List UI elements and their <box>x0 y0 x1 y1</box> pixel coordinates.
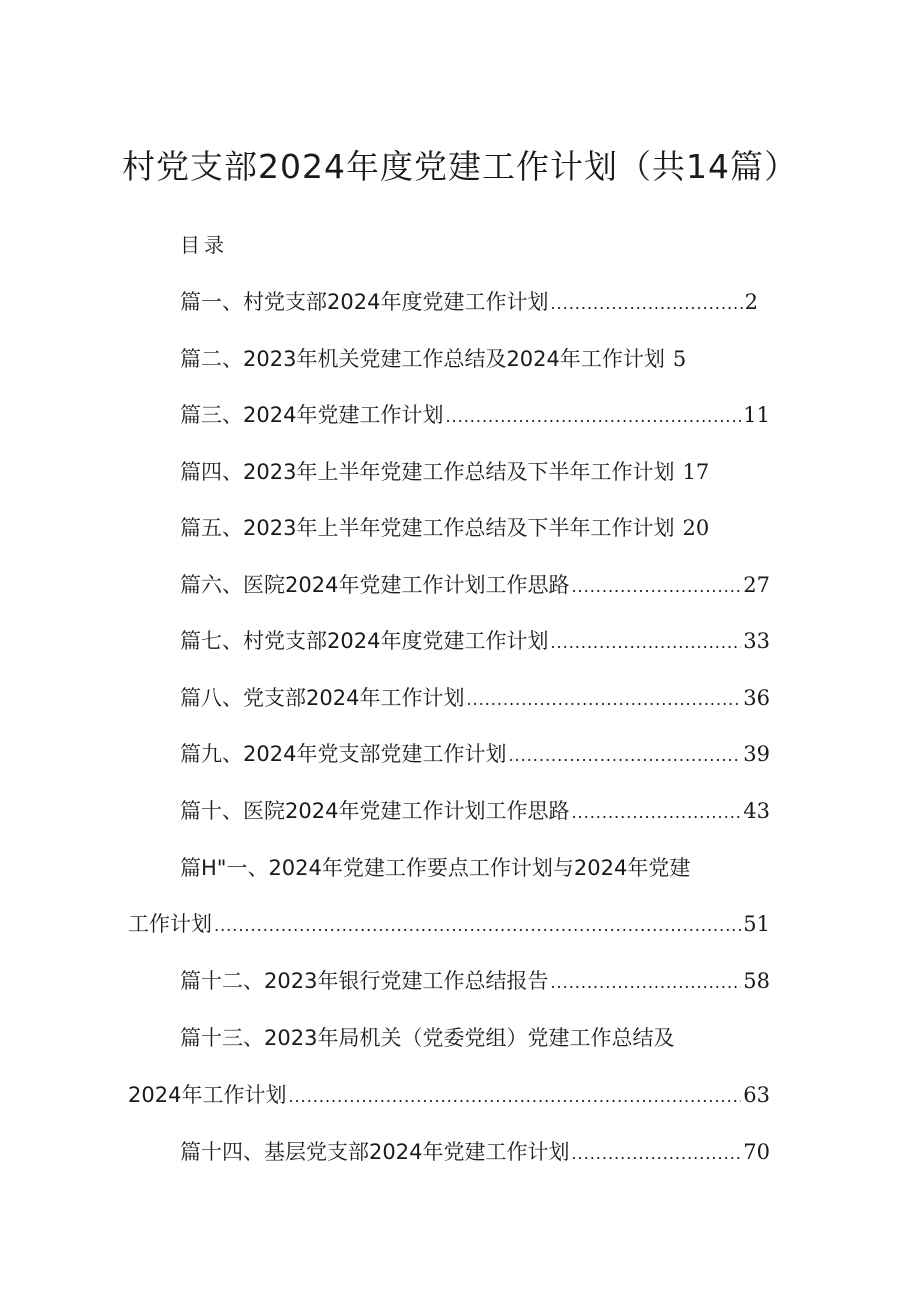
toc-leader <box>550 627 741 659</box>
toc-leader <box>550 967 741 999</box>
toc-entry-title: 篇五、2023年上半年党建工作总结及下半年工作计划 <box>180 516 675 540</box>
toc-entry-title: 篇十二、2023年银行党建工作总结报告 <box>180 969 549 993</box>
toc-leader <box>508 740 741 772</box>
toc-leader <box>571 797 741 829</box>
toc-entry-9[interactable] <box>180 738 770 772</box>
toc-entry-page: 58 <box>743 969 770 993</box>
toc-entry-page: 43 <box>743 799 770 823</box>
toc-entry-page: 33 <box>743 629 770 653</box>
toc-entry-title: 篇H"一、2024年党建工作要点工作计划与2024年党建 <box>180 856 691 880</box>
toc-entry-title: 篇四、2023年上半年党建工作总结及下半年工作计划 <box>180 460 675 484</box>
toc-entry-12[interactable] <box>180 965 770 999</box>
document-title: 村党支部2024年度党建工作计划（共14篇） <box>122 147 798 186</box>
toc-entry-7[interactable] <box>180 625 770 659</box>
toc-entry-1[interactable] <box>180 286 758 320</box>
toc-entry-5[interactable] <box>180 512 820 544</box>
toc-entry-4[interactable] <box>180 456 820 488</box>
toc-leader <box>571 1138 741 1170</box>
toc-entry-3[interactable] <box>180 399 770 433</box>
toc-leader <box>550 288 742 320</box>
toc-entry-6[interactable] <box>180 569 770 603</box>
toc-leader <box>466 684 741 716</box>
toc-entry-2[interactable] <box>180 343 780 375</box>
toc-entry-page: 11 <box>743 403 770 427</box>
toc-entry-title: 篇八、党支部2024年工作计划 <box>180 686 465 710</box>
toc-entry-title: 篇六、医院2024年党建工作计划工作思路 <box>180 573 570 597</box>
toc-entry-11-continuation[interactable] <box>128 908 770 942</box>
toc-entry-page: 63 <box>743 1083 770 1107</box>
toc-entry-title: 篇十、医院2024年党建工作计划工作思路 <box>180 799 570 823</box>
toc-entry-title: 篇三、2024年党建工作计划 <box>180 403 444 427</box>
toc-entry-title: 篇七、村党支部2024年度党建工作计划 <box>180 629 549 653</box>
toc-entry-10[interactable] <box>180 795 770 829</box>
toc-entry-page: 17 <box>682 460 710 484</box>
toc-entry-page: 70 <box>743 1140 770 1164</box>
toc-entry-13-continuation[interactable] <box>128 1079 770 1113</box>
toc-leader <box>445 401 741 433</box>
toc-leader <box>214 910 741 942</box>
toc-entry-14[interactable] <box>180 1136 770 1170</box>
toc-entry-8[interactable] <box>180 682 770 716</box>
toc-entry-page: 20 <box>682 516 710 540</box>
toc-entry-title: 篇九、2024年党支部党建工作计划 <box>180 742 507 766</box>
toc-entry-title-continuation: 2024年工作计划 <box>128 1083 287 1107</box>
toc-entry-title-continuation: 工作计划 <box>128 912 212 936</box>
toc-entry-title: 篇一、村党支部2024年度党建工作计划 <box>180 290 549 314</box>
toc-entry-title: 篇十四、基层党支部2024年党建工作计划 <box>180 1140 570 1164</box>
toc-heading: 目录 <box>180 233 228 257</box>
toc-entry-page: 39 <box>743 742 770 766</box>
toc-entry-page: 51 <box>743 912 770 936</box>
toc-entry-13[interactable] <box>180 1022 820 1054</box>
toc-entry-page: 27 <box>743 573 770 597</box>
toc-leader <box>288 1081 741 1113</box>
toc-entry-title: 篇二、2023年机关党建工作总结及2024年工作计划 <box>180 347 665 371</box>
toc-leader <box>571 571 741 603</box>
toc-entry-page: 36 <box>743 686 770 710</box>
toc-entry-page: 5 <box>672 347 687 371</box>
toc-entry-page: 2 <box>744 290 758 314</box>
toc-entry-11[interactable] <box>180 852 820 884</box>
toc-entry-title: 篇十三、2023年局机关（党委党组）党建工作总结及 <box>180 1026 675 1050</box>
